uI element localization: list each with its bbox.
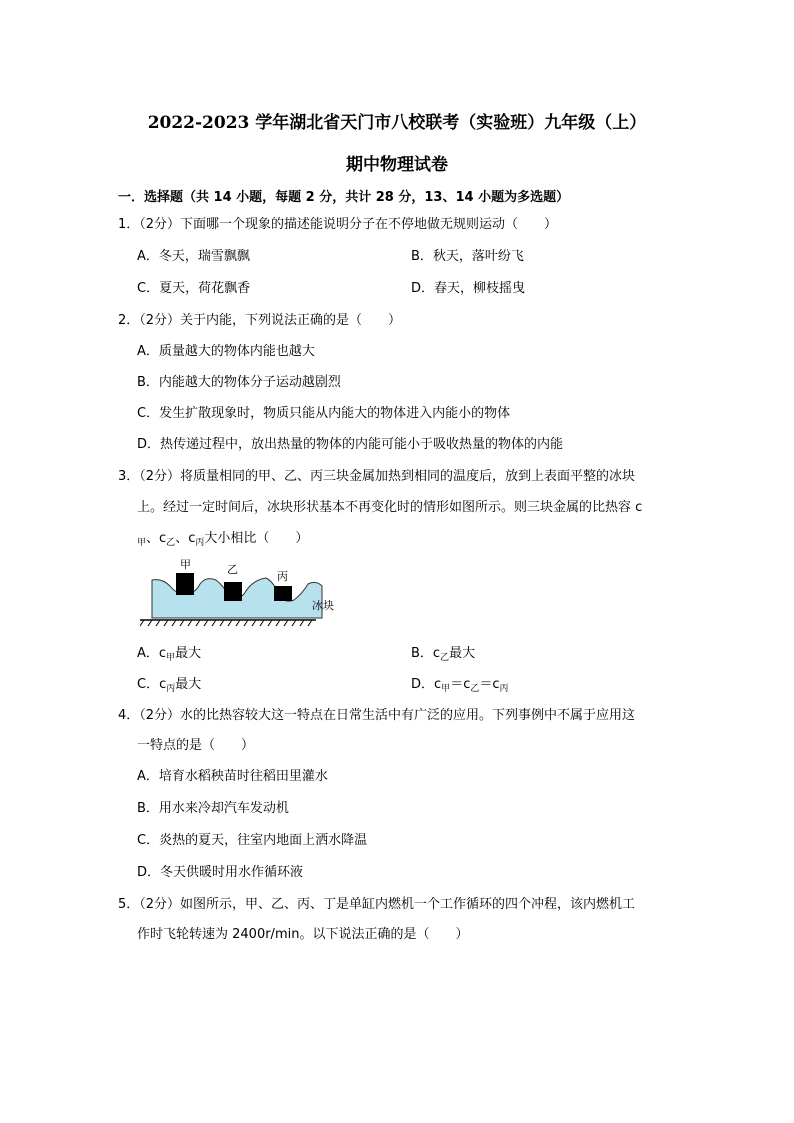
- q2-option-d: D．热传递过程中，放出热量的物体的内能可能小于吸收热量的物体的内能: [137, 437, 564, 452]
- q2-stem: 2．（2分）关于内能，下列说法正确的是（ ）: [118, 313, 402, 328]
- label-ice: 冰块: [312, 599, 334, 612]
- q3-stem-line2: 上。经过一定时间后，冰块形状基本不再变化时的情形如图所示。则三块金属的比热容 c: [137, 500, 643, 515]
- section-heading: 一．选择题（共 14 小题，每题 2 分，共计 28 分，13、14 小题为多选题）: [118, 190, 570, 205]
- ice-block-figure: [140, 556, 380, 636]
- q3-option-b: B．$c_乙$最大: [411, 646, 476, 663]
- q3-option-d: D．$c_甲=c_乙=c_丙$: [411, 677, 509, 694]
- q1-option-b: B．秋天，落叶纷飞: [411, 249, 524, 264]
- q4-stem-line1: 4．（2分）水的比热容较大这一特点在日常生活中有广泛的应用。下列事例中不属于应用这: [118, 708, 636, 723]
- q3-sub-jia: 甲: [137, 538, 147, 548]
- q3-sub-yi: 乙: [166, 538, 176, 548]
- q1-stem: 1．（2分）下面哪一个现象的描述能说明分子在不停地做无规则运动（ ）: [118, 217, 558, 232]
- q4-option-d: D．冬天供暖时用水作循环液: [137, 865, 304, 880]
- q2-option-b: B．内能越大的物体分子运动越剧烈: [137, 375, 341, 390]
- metal-block-jia: [176, 573, 194, 595]
- q1-option-c: C．夏天，荷花飘香: [137, 281, 251, 296]
- ground-hatching: [140, 620, 312, 626]
- q2-option-a: A．质量越大的物体内能也越大: [137, 344, 315, 359]
- q3-stem-line1: 3．（2分）将质量相同的甲、乙、丙三块金属加热到相同的温度后，放到上表面平整的冰块: [118, 469, 636, 484]
- exam-title: 2022-2023 学年湖北省天门市八校联考（实验班）九年级（上）: [147, 113, 647, 133]
- label-yi: 乙: [227, 563, 238, 576]
- q4-option-a: A．培育水稻秧苗时往稻田里灌水: [137, 769, 328, 784]
- label-jia: 甲: [180, 558, 191, 571]
- q2-option-c: C．发生扩散现象时，物质只能从内能大的物体进入内能小的物体: [137, 406, 511, 421]
- q5-stem-line1: 5．（2分）如图所示，甲、乙、丙、丁是单缸内燃机一个工作循环的四个冲程，该内燃机工: [118, 897, 636, 912]
- metal-block-bing: [274, 586, 292, 601]
- q1-option-d: D．春天，柳枝摇曳: [411, 281, 526, 296]
- label-bing: 丙: [277, 570, 288, 583]
- exam-subtitle: 期中物理试卷: [346, 155, 448, 175]
- q3-option-c: C．$c_丙$最大: [137, 677, 202, 694]
- q4-stem-line2: 一特点的是（ ）: [137, 738, 255, 753]
- q4-option-c: C．炎热的夏天，往室内地面上洒水降温: [137, 833, 368, 848]
- q3-stem-line3: $_甲$、$c_乙$、$c_丙$大小相比（ ）: [137, 531, 309, 548]
- q4-option-b: B．用水来冷却汽车发动机: [137, 801, 289, 816]
- metal-block-yi: [224, 582, 242, 601]
- q5-stem-line2: 作时飞轮转速为 2400r/min。以下说法正确的是（ ）: [137, 927, 469, 942]
- q1-option-a: A．冬天，瑞雪飘飘: [137, 249, 250, 264]
- q3-option-a: A．$c_甲$最大: [137, 646, 202, 663]
- q3-sub-bing: 丙: [195, 538, 205, 548]
